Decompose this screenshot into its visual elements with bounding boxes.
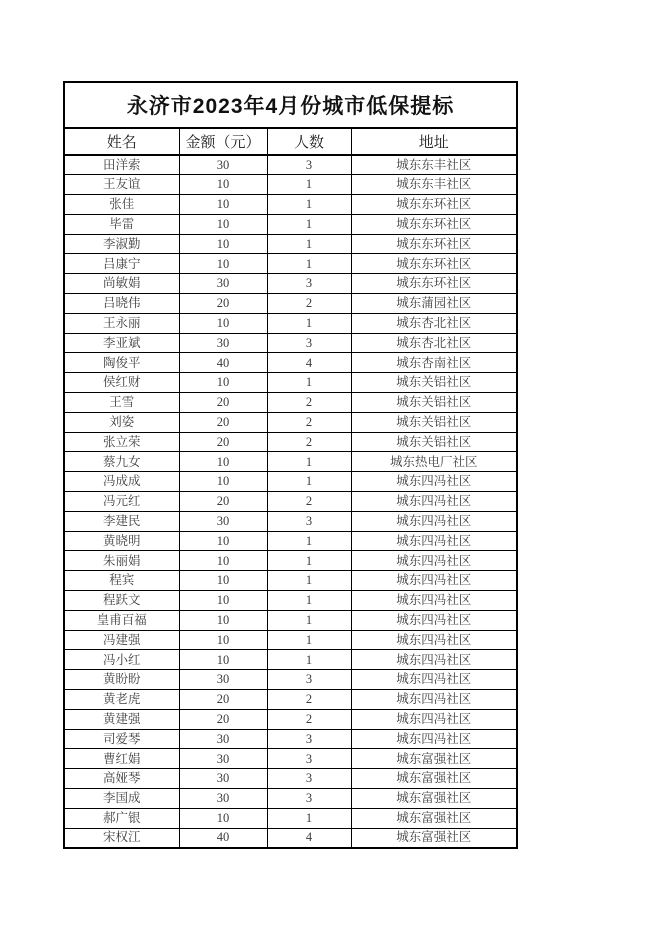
cell-name: 冯元红 [64,492,179,512]
cell-name: 高娅琴 [64,769,179,789]
column-header-name: 姓名 [64,128,179,155]
cell-amount: 10 [179,175,267,195]
cell-amount: 10 [179,531,267,551]
cell-address: 城东关铝社区 [351,373,517,393]
cell-name: 李国成 [64,789,179,809]
cell-address: 城东关铝社区 [351,432,517,452]
cell-people: 2 [267,690,351,710]
cell-people: 2 [267,709,351,729]
cell-name: 侯红财 [64,373,179,393]
cell-amount: 30 [179,333,267,353]
cell-people: 1 [267,472,351,492]
cell-people: 4 [267,353,351,373]
cell-amount: 10 [179,591,267,611]
cell-people: 3 [267,274,351,294]
cell-address: 城东富强社区 [351,828,517,848]
cell-people: 2 [267,432,351,452]
table-row [64,412,517,432]
table-row [64,749,517,769]
cell-amount: 20 [179,432,267,452]
cell-amount: 10 [179,234,267,254]
cell-people: 3 [267,511,351,531]
cell-people: 1 [267,254,351,274]
cell-address: 城东四冯社区 [351,690,517,710]
table-row [64,591,517,611]
cell-amount: 10 [179,195,267,215]
table-title: 永济市2023年4月份城市低保提标 [64,82,517,128]
cell-people: 1 [267,214,351,234]
table-row [64,650,517,670]
cell-address: 城东东环社区 [351,195,517,215]
table-row [64,155,517,175]
table-row [64,432,517,452]
cell-name: 曹红娟 [64,749,179,769]
cell-amount: 20 [179,412,267,432]
table-row [64,808,517,828]
cell-name: 王友谊 [64,175,179,195]
table-row [64,769,517,789]
cell-amount: 20 [179,492,267,512]
cell-address: 城东富强社区 [351,769,517,789]
cell-address: 城东四冯社区 [351,729,517,749]
cell-amount: 20 [179,690,267,710]
cell-people: 1 [267,452,351,472]
table-row [64,274,517,294]
table-row [64,294,517,314]
cell-address: 城东四冯社区 [351,492,517,512]
cell-amount: 10 [179,452,267,472]
cell-amount: 20 [179,393,267,413]
cell-address: 城东四冯社区 [351,630,517,650]
cell-people: 1 [267,175,351,195]
table-row [64,789,517,809]
cell-amount: 10 [179,214,267,234]
table-row [64,610,517,630]
table-row [64,511,517,531]
cell-amount: 30 [179,670,267,690]
cell-address: 城东东丰社区 [351,175,517,195]
cell-name: 黄建强 [64,709,179,729]
cell-amount: 10 [179,610,267,630]
table-row [64,670,517,690]
cell-address: 城东蒲园社区 [351,294,517,314]
table-row [64,709,517,729]
cell-amount: 30 [179,729,267,749]
table-row [64,828,517,848]
cell-amount: 30 [179,155,267,175]
cell-name: 李亚斌 [64,333,179,353]
table-row [64,630,517,650]
cell-name: 宋权江 [64,828,179,848]
cell-name: 李建民 [64,511,179,531]
cell-address: 城东东环社区 [351,254,517,274]
cell-amount: 10 [179,313,267,333]
cell-address: 城东四冯社区 [351,531,517,551]
cell-name: 朱丽娟 [64,551,179,571]
cell-people: 1 [267,610,351,630]
cell-address: 城东富强社区 [351,789,517,809]
cell-people: 3 [267,789,351,809]
column-header-amount: 金额（元） [179,128,267,155]
cell-name: 尚敏娟 [64,274,179,294]
cell-amount: 10 [179,630,267,650]
cell-amount: 10 [179,808,267,828]
cell-address: 城东东环社区 [351,274,517,294]
cell-people: 1 [267,630,351,650]
cell-people: 1 [267,195,351,215]
cell-name: 郝广银 [64,808,179,828]
table-row [64,333,517,353]
cell-amount: 40 [179,353,267,373]
cell-name: 田洋索 [64,155,179,175]
cell-amount: 30 [179,789,267,809]
table-row [64,551,517,571]
cell-amount: 10 [179,650,267,670]
cell-name: 程宾 [64,571,179,591]
table-row [64,254,517,274]
cell-amount: 10 [179,254,267,274]
cell-amount: 30 [179,749,267,769]
cell-people: 3 [267,769,351,789]
table-row [64,195,517,215]
cell-name: 黄老虎 [64,690,179,710]
table-body [64,155,517,848]
column-header-people: 人数 [267,128,351,155]
cell-name: 张佳 [64,195,179,215]
cell-people: 3 [267,155,351,175]
cell-address: 城东热电厂社区 [351,452,517,472]
cell-people: 3 [267,749,351,769]
cell-people: 1 [267,551,351,571]
cell-address: 城东四冯社区 [351,591,517,611]
cell-people: 1 [267,313,351,333]
cell-name: 冯建强 [64,630,179,650]
table-row [64,531,517,551]
cell-name: 李淑勤 [64,234,179,254]
cell-name: 程跃文 [64,591,179,611]
cell-name: 冯小红 [64,650,179,670]
cell-address: 城东四冯社区 [351,610,517,630]
cell-people: 2 [267,393,351,413]
cell-address: 城东杏北社区 [351,313,517,333]
cell-address: 城东东环社区 [351,234,517,254]
cell-people: 2 [267,294,351,314]
cell-amount: 20 [179,294,267,314]
cell-address: 城东富强社区 [351,749,517,769]
table-row [64,175,517,195]
cell-people: 1 [267,650,351,670]
cell-address: 城东四冯社区 [351,551,517,571]
cell-name: 吕康宁 [64,254,179,274]
document-sheet [63,81,518,849]
cell-people: 1 [267,591,351,611]
table-row [64,234,517,254]
table-row [64,571,517,591]
table-header-row [64,128,517,155]
cell-address: 城东四冯社区 [351,650,517,670]
cell-name: 王永丽 [64,313,179,333]
cell-amount: 30 [179,511,267,531]
cell-address: 城东四冯社区 [351,670,517,690]
cell-amount: 10 [179,373,267,393]
cell-address: 城东四冯社区 [351,511,517,531]
table-row [64,452,517,472]
subsidy-table [63,81,518,849]
cell-name: 冯成成 [64,472,179,492]
cell-address: 城东关铝社区 [351,412,517,432]
cell-name: 司爱琴 [64,729,179,749]
cell-address: 城东东丰社区 [351,155,517,175]
cell-people: 1 [267,571,351,591]
cell-name: 刘姿 [64,412,179,432]
table-title-row [64,82,517,128]
cell-people: 1 [267,531,351,551]
cell-people: 4 [267,828,351,848]
cell-name: 王雪 [64,393,179,413]
cell-address: 城东四冯社区 [351,709,517,729]
cell-people: 2 [267,492,351,512]
cell-amount: 40 [179,828,267,848]
cell-name: 吕晓伟 [64,294,179,314]
cell-people: 3 [267,333,351,353]
cell-name: 毕雷 [64,214,179,234]
cell-address: 城东杏北社区 [351,333,517,353]
table-row [64,214,517,234]
table-row [64,729,517,749]
cell-address: 城东杏南社区 [351,353,517,373]
column-header-address: 地址 [351,128,517,155]
cell-address: 城东四冯社区 [351,571,517,591]
table-row [64,690,517,710]
cell-people: 3 [267,670,351,690]
cell-name: 蔡九女 [64,452,179,472]
cell-name: 陶俊平 [64,353,179,373]
cell-people: 2 [267,412,351,432]
cell-amount: 20 [179,709,267,729]
cell-name: 皇甫百福 [64,610,179,630]
cell-name: 黄盼盼 [64,670,179,690]
cell-amount: 10 [179,551,267,571]
cell-people: 1 [267,373,351,393]
cell-address: 城东四冯社区 [351,472,517,492]
table-row [64,353,517,373]
cell-amount: 30 [179,769,267,789]
cell-address: 城东关铝社区 [351,393,517,413]
cell-name: 黄晓明 [64,531,179,551]
cell-name: 张立荣 [64,432,179,452]
cell-amount: 10 [179,571,267,591]
cell-people: 3 [267,729,351,749]
cell-address: 城东东环社区 [351,214,517,234]
table-row [64,472,517,492]
table-row [64,492,517,512]
table-row [64,393,517,413]
cell-amount: 10 [179,472,267,492]
cell-people: 1 [267,234,351,254]
cell-amount: 30 [179,274,267,294]
cell-people: 1 [267,808,351,828]
table-row [64,373,517,393]
cell-address: 城东富强社区 [351,808,517,828]
table-row [64,313,517,333]
